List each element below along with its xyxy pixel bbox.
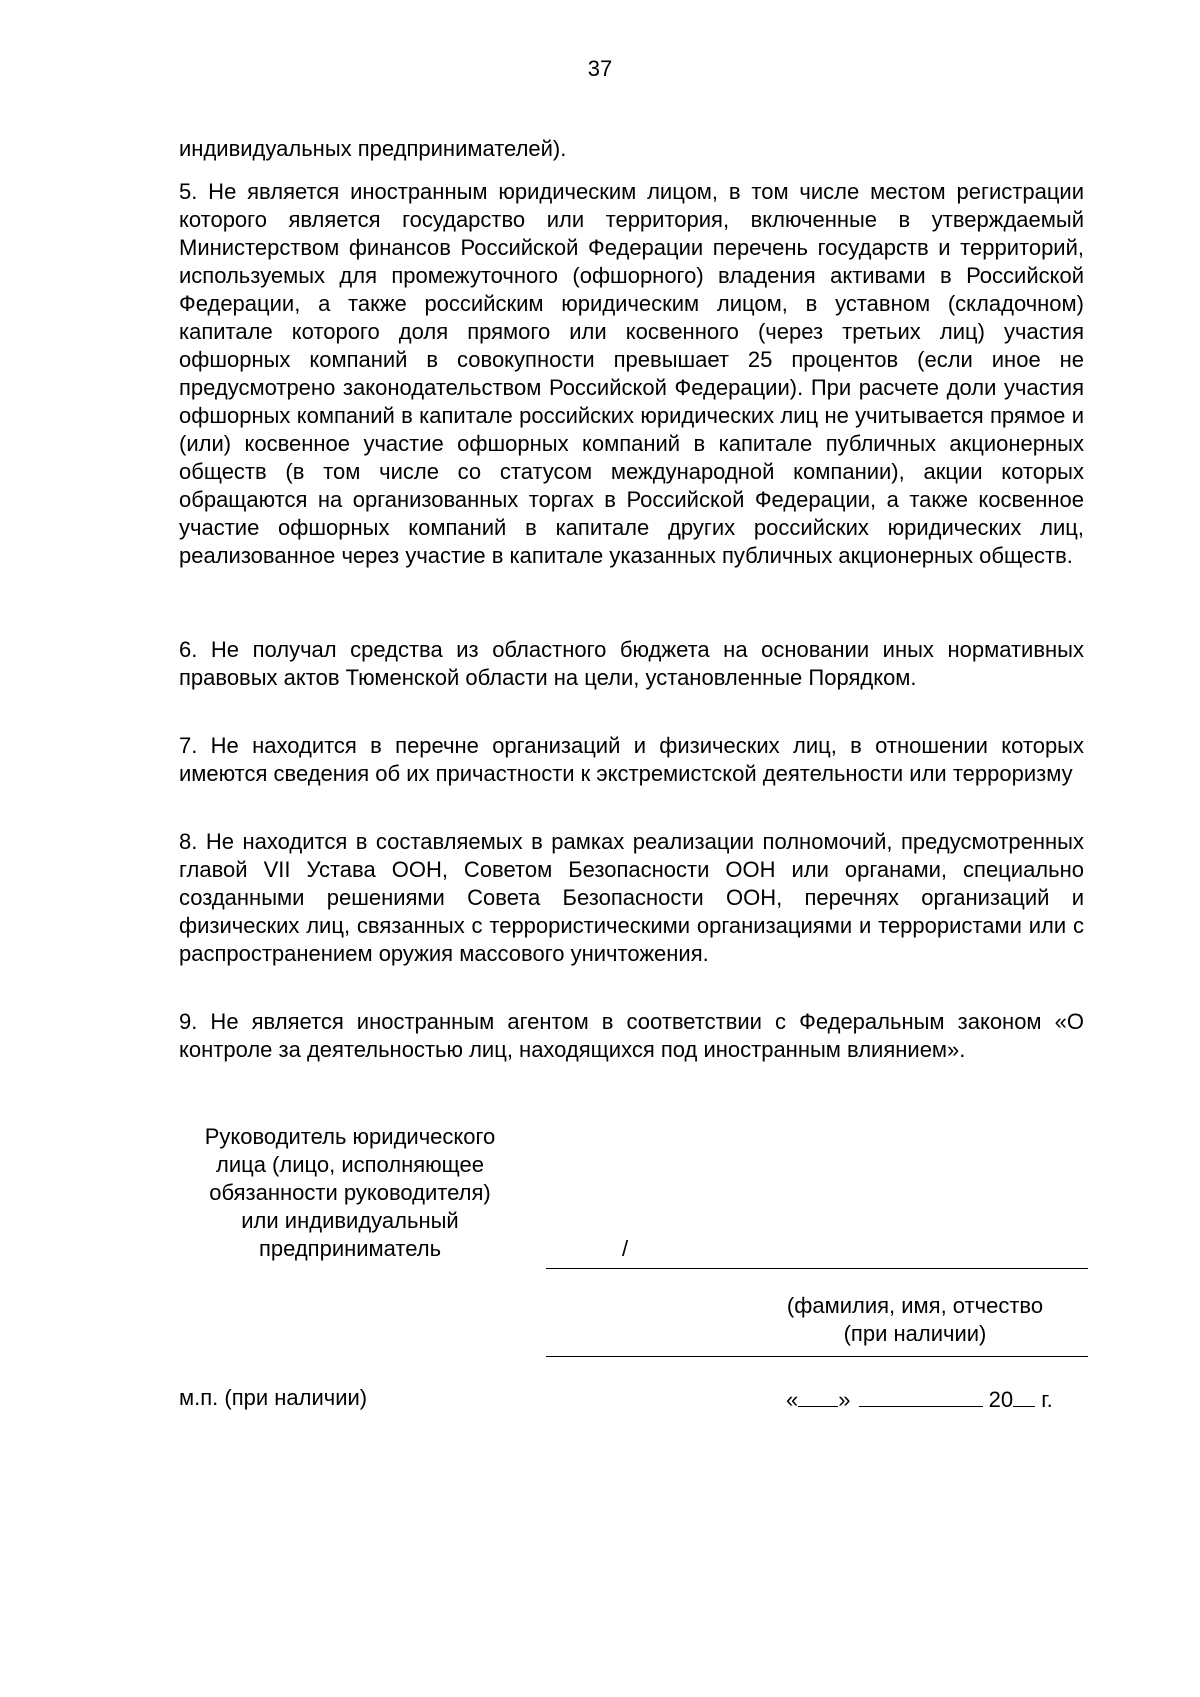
day-blank <box>798 1384 838 1407</box>
year-blank <box>1013 1384 1035 1407</box>
signatory-role-line: или индивидуальный <box>241 1208 459 1233</box>
stamp-place-label: м.п. (при наличии) <box>179 1385 368 1410</box>
signature-separator: / <box>622 1236 629 1261</box>
date-close-quote: » <box>838 1387 851 1412</box>
paragraph-8: 8. Не находится в составляемых в рамках реализации полномочий, предусмотренных главой VII Устава ООН, Советом Безопасности ООН или органами, специально созданными решениями Совета Безопасности ООН, перечнях организаций и физических лиц, связанных с террористическими организациями и террористами или с распространением оружия массового уничтожения. <box>179 829 1084 966</box>
paragraph-6: 6. Не получал средства из областного бюджета на основании иных нормативных правовых актов Тюменской области на цели, установленные Порядком. <box>179 637 1084 690</box>
year-suffix: г. <box>1041 1387 1053 1412</box>
signature-line <box>546 1268 1088 1269</box>
signatory-role-line: обязанности руководителя) <box>209 1180 491 1205</box>
signatory-role <box>180 1123 520 1263</box>
paragraph-7: 7. Не находится в перечне организаций и физических лиц, в отношении которых имеются сведения об их причастности к экстремистской деятельности или терроризму <box>179 733 1084 786</box>
page-number: 37 <box>587 56 613 81</box>
date-open-quote: « <box>786 1387 799 1412</box>
name-line <box>546 1356 1088 1357</box>
name-caption <box>760 1292 1070 1348</box>
paragraph-9: 9. Не является иностранным агентом в соответствии с Федеральным законом «О контроле за деятельностью лиц, находящихся под иностранным влиянием». <box>179 1009 1084 1062</box>
paragraph-5: 5. Не является иностранным юридическим лицом, в том числе местом регистрации которого является государство или территория, включенные в утверждаемый Министерством финансов Российской Федерации перечень государств и территорий, используемых для промежуточного (офшорного) владения активами в Российской Федерации, а также российским юридическим лицом, в уставном (складочном) капитале которого доля прямого или косвенного (через третьих лиц) участия офшорных компаний в совокупности превышает 25 процентов (если иное не предусмотрено законодательством Российской Федерации). При расчете доли участия офшорных компаний в капитале российских юридических лиц не учитывается прямое и (или) косвенное участие офшорных компаний в капитале публичных акционерных обществ (в том числе со статусом международной компании), акции которых обращаются на организованных торгах в Российской Федерации, а также косвенное участие офшорных компаний в капитале других российских юридических лиц, реализованное через участие в капитале указанных публичных акционерных обществ. <box>179 179 1084 568</box>
month-blank <box>859 1384 983 1407</box>
carryover-text: индивидуальных предпринимателей). <box>179 136 567 161</box>
signatory-role-line: лица (лицо, исполняющее <box>215 1152 485 1177</box>
signatory-role-line: Руководитель юридического <box>204 1124 496 1149</box>
date-line <box>786 1384 1053 1414</box>
year-prefix: 20 <box>988 1387 1014 1412</box>
name-caption-line: (фамилия, имя, отчество <box>786 1293 1044 1318</box>
name-caption-line: (при наличии) <box>843 1321 987 1346</box>
signatory-role-line: предприниматель <box>258 1236 442 1261</box>
